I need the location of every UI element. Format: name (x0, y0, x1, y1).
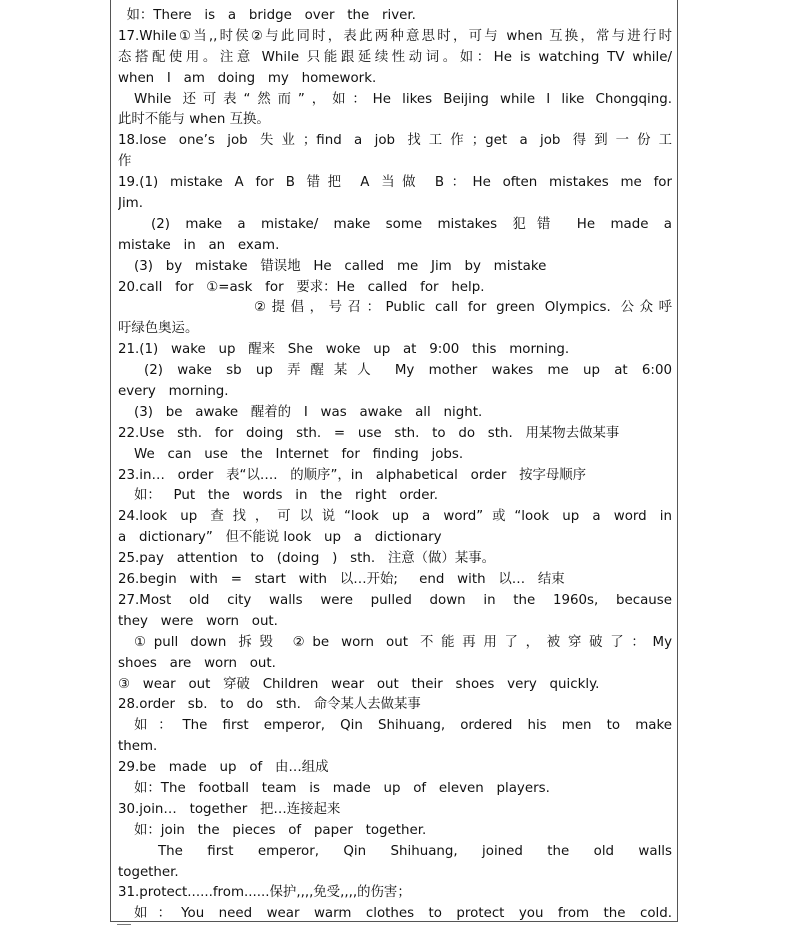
text-line: a dictionary” 但不能说 look up a dictionary (118, 530, 442, 546)
text-line: Jim. (118, 196, 143, 212)
text-line: 吁绿色奥运。 (118, 321, 199, 337)
text-line: 态搭配使用。注意 While 只能跟延续性动词。如：He is watching TV while/ (118, 49, 672, 65)
text-line: 如：The football team is made up of eleven players. (134, 780, 550, 796)
text-line: The first emperor, Qin Shihuang, joined the old walls (158, 843, 672, 859)
text-line: shoes are worn out. (118, 655, 276, 671)
text-line: 27.Most old city walls were pulled down in the 1960s, because (118, 592, 672, 608)
text-line: 19.(1) mistake A for B 错把 A 当做 B：He often mistakes me for (118, 175, 672, 191)
text-line: 21.(1) wake up 醒来 She woke up at 9:00 this morning. (118, 342, 570, 358)
text-line: 22.Use sth. for doing sth. = use sth. to do sth. 用某物去做某事 (118, 425, 620, 441)
text-line: 24.look up 查找，可以说“look up a word”或“look up a word in (118, 509, 672, 525)
text-line: We can use the Internet for finding jobs. (134, 446, 464, 462)
text-line: when I am doing my homework. (118, 70, 377, 86)
text-line: 18.lose one’s job 失业；find a job 找工作；get a job 得到一份工 (118, 133, 672, 149)
text-line: 31.protect......from......保护,,,,免受,,,,的伤害； (118, 885, 411, 901)
text-line: While 还可表“然而”，如：He likes Beijing while I like Chongqing. (134, 91, 672, 107)
text-line: ①pull down 拆毁 ②be worn out 不能再用了，被穿破了：My (134, 634, 672, 650)
text-line: 20.call for ①=ask for 要求：He called for help. (118, 279, 485, 295)
text-line: 30.join… together 把…连接起来 (118, 801, 341, 817)
text-line: (3) by mistake 错误地 He called me Jim by mistake (134, 258, 547, 274)
text-line: 作 (118, 154, 132, 170)
text-line: (2) make a mistake/ make some mistakes 犯错 He made a (151, 216, 672, 232)
text-line: them. (118, 739, 158, 755)
text-line: they were worn out. (118, 613, 278, 629)
text-line: (3) be awake 醒着的 I was awake all night. (134, 404, 483, 420)
text-line: 如：You need wear warm clothes to protect you from the cold. (134, 906, 672, 922)
text-line: together. (118, 864, 179, 880)
text-line: ②提倡，号召：Public call for green Olympics. 公众呼 (254, 300, 672, 316)
text-line: 17.While①当,,时侯②与此同时，表此两种意思时，可与 when 互换，常与进行时 (118, 28, 672, 44)
text-line: 23.in… order 表“以…. 的顺序”，in alphabetical order 按字母顺序 (118, 467, 587, 483)
text-line: 如：There is a bridge over the river. (118, 8, 416, 23)
text-line: 25.pay attention to (doing ) sth. 注意（做）某事。 (118, 551, 496, 567)
document-body (118, 6, 672, 925)
text-line: mistake in an exam. (118, 237, 280, 253)
text-line: 29.be made up of 由…组成 (118, 760, 329, 776)
text-line: 如： Put the words in the right order. (134, 488, 438, 504)
text-line: 28.order sb. to do sth. 命令某人去做某事 (118, 697, 421, 713)
text-line: 如：The first emperor, Qin Shihuang, ordered his men to make (134, 718, 672, 734)
text-line: (2) wake sb up 弄醒某人 My mother wakes me up at 6:00 (144, 363, 672, 379)
text-line: ③ wear out 穿破 Children wear out their shoes very quickly. (118, 676, 600, 692)
text-line: 26.begin with = start with 以…开始; end with 以… 结束 (118, 572, 565, 588)
text-line: 如：join the pieces of paper together. (134, 822, 427, 838)
text-line: every morning. (118, 384, 229, 400)
text-line: 此时不能与 when 互换。 (118, 112, 270, 128)
